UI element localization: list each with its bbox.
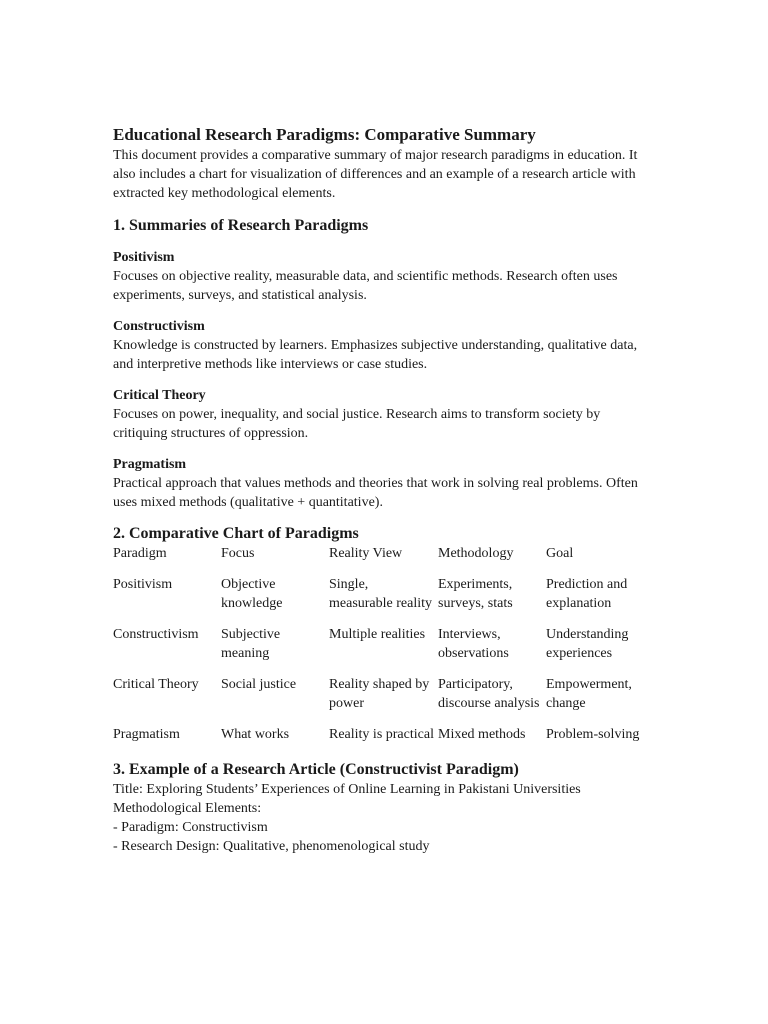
table-cell: Interviews, observations (438, 627, 509, 661)
table-row (113, 675, 658, 725)
table-cell: Multiple realities (329, 627, 426, 642)
paradigm-description: Practical approach that values methods and theories that work in solving real problems. Often uses mixed methods (qualitative + quantitative). (113, 476, 638, 510)
table-cell: Understanding experiences (546, 627, 629, 661)
table-header-cell: Goal (546, 546, 574, 561)
table-cell: Reality is practical (329, 727, 434, 742)
table-header-cell: Paradigm (113, 546, 167, 561)
table-row (113, 575, 658, 625)
table-cell: What works (221, 727, 290, 742)
methodological-elements-label: Methodological Elements: (113, 801, 262, 816)
table-cell: Experiments, surveys, stats (438, 577, 513, 611)
document-intro: This document provides a comparative summary of major research paradigms in education. It also includes a chart for visualization of differences and an example of a research article with extracted key methodological elements. (113, 148, 638, 201)
paradigm-name: Pragmatism (113, 457, 187, 472)
paradigm-critical-theory (113, 386, 658, 443)
table-cell: Single, measurable reality (329, 577, 433, 611)
paradigm-name: Positivism (113, 250, 175, 265)
paradigm-name: Constructivism (113, 319, 205, 334)
section-1-heading: 1. Summaries of Research Paradigms (113, 217, 369, 234)
table-header-row (113, 544, 658, 575)
table-cell: Problem-solving (546, 727, 640, 742)
paradigm-description: Focuses on objective reality, measurable data, and scientific methods. Research often uses experiments, surveys, and statistical analysis. (113, 269, 618, 303)
table-cell: Participatory, discourse analysis (438, 677, 540, 711)
document-page (113, 124, 658, 856)
paradigm-comparison-table (113, 544, 658, 756)
paradigm-description: Focuses on power, inequality, and social justice. Research aims to transform society by critiquing structures of oppression. (113, 407, 601, 441)
table-cell: Subjective meaning (221, 627, 281, 661)
list-item: - Paradigm: Constructivism (113, 820, 268, 835)
article-example (113, 780, 658, 856)
paradigm-positivism (113, 248, 658, 305)
table-cell: Prediction and explanation (546, 577, 628, 611)
table-cell: Constructivism (113, 627, 199, 642)
article-title-line: Title: Exploring Students’ Experiences of Online Learning in Pakistani Universities (113, 782, 581, 797)
section-3-heading: 3. Example of a Research Article (Constructivist Paradigm) (113, 761, 519, 778)
table-cell: Objective knowledge (221, 577, 283, 611)
paradigm-pragmatism (113, 455, 658, 512)
table-cell: Critical Theory (113, 677, 199, 692)
document-title: Educational Research Paradigms: Comparative Summary (113, 125, 536, 144)
table-cell: Empowerment, change (546, 677, 632, 711)
table-header-cell: Reality View (329, 546, 403, 561)
section-2-heading: 2. Comparative Chart of Paradigms (113, 525, 359, 542)
table-row (113, 625, 658, 675)
table-cell: Reality shaped by power (329, 677, 430, 711)
table-cell: Positivism (113, 577, 173, 592)
table-header-cell: Focus (221, 546, 255, 561)
paradigm-constructivism (113, 317, 658, 374)
table-header-cell: Methodology (438, 546, 514, 561)
table-row (113, 725, 658, 756)
table-cell: Pragmatism (113, 727, 180, 742)
table-cell: Mixed methods (438, 727, 526, 742)
paradigm-description: Knowledge is constructed by learners. Emphasizes subjective understanding, qualitative data, and interpretive methods like interviews or case studies. (113, 338, 638, 372)
list-item: - Research Design: Qualitative, phenomenological study (113, 839, 430, 854)
table-cell: Social justice (221, 677, 297, 692)
paradigm-name: Critical Theory (113, 388, 206, 403)
